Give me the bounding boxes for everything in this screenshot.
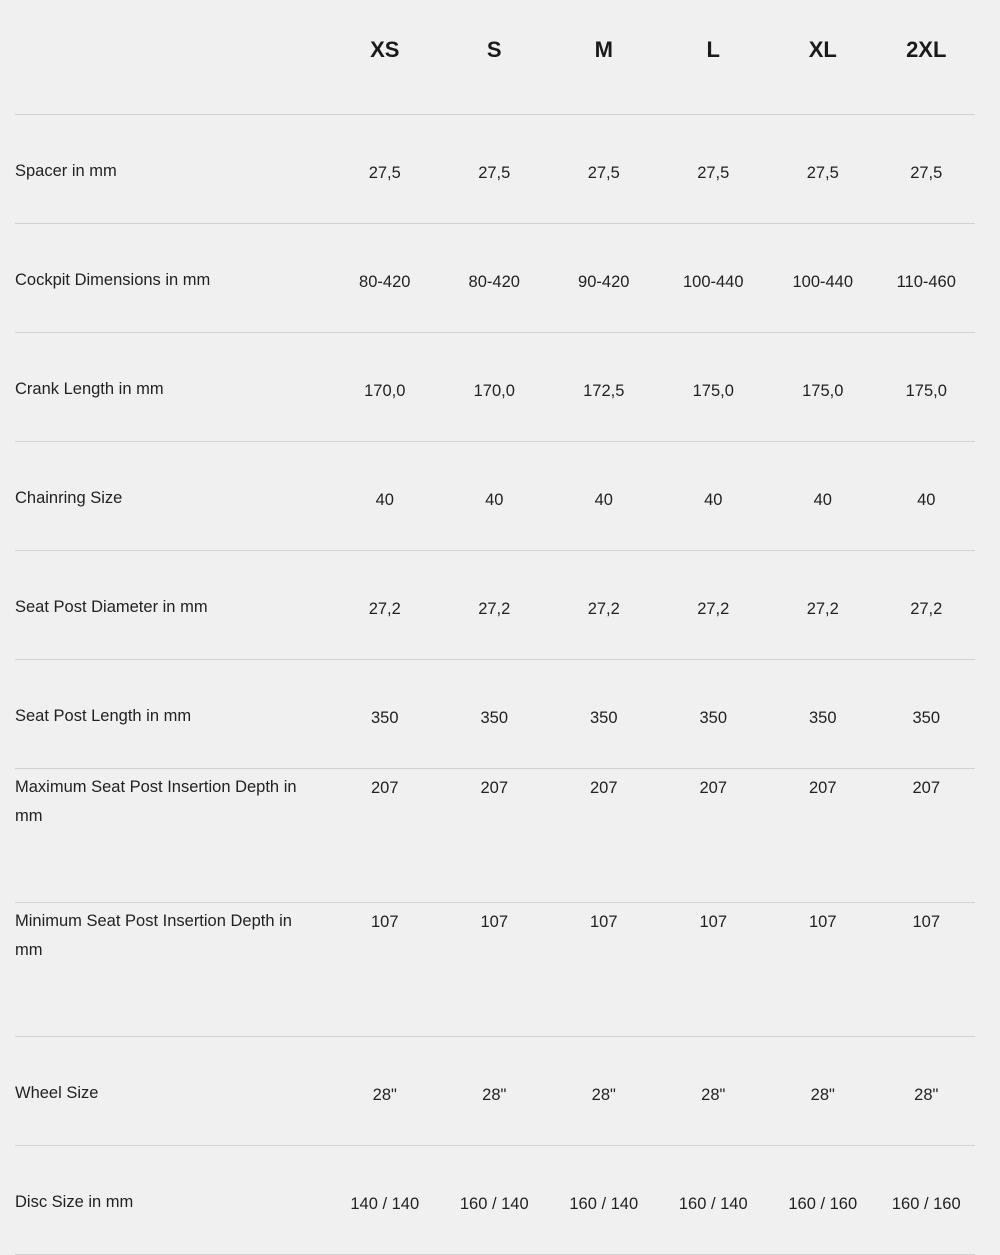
table-cell: 107 [659,902,769,1036]
table-cell: 40 [768,441,878,550]
table-cell: 28" [549,1036,659,1145]
table-cell: 207 [768,768,878,902]
row-label: Chainring Size [15,441,330,550]
table-cell: 27,2 [549,550,659,659]
row-label: Crank Length in mm [15,332,330,441]
table-cell: 172,5 [549,332,659,441]
table-row-crank-length [15,332,975,441]
table-row-seat-post-length [15,659,975,768]
table-cell: 107 [549,902,659,1036]
table-row-max-insertion-depth [15,768,975,902]
size-header-l: L [659,0,769,114]
table-row-wheel-size [15,1036,975,1145]
table-cell: 27,2 [878,550,976,659]
table-row-disc-size [15,1145,975,1254]
size-header-2xl: 2XL [878,0,976,114]
table-cell: 207 [659,768,769,902]
table-cell: 107 [768,902,878,1036]
table-cell: 27,5 [330,114,440,223]
table-cell: 40 [440,441,550,550]
size-header-m: M [549,0,659,114]
table-cell: 90-420 [549,223,659,332]
table-cell: 207 [549,768,659,902]
table-cell: 27,5 [768,114,878,223]
size-header-xl: XL [768,0,878,114]
row-label: Disc Size in mm [15,1145,330,1254]
table-cell: 107 [878,902,976,1036]
table-cell: 40 [549,441,659,550]
table-row-chainring-size [15,441,975,550]
row-label: Seat Post Diameter in mm [15,550,330,659]
size-header-s: S [440,0,550,114]
table-cell: 350 [768,659,878,768]
table-cell: 27,2 [768,550,878,659]
table-cell: 140 / 140 [330,1145,440,1254]
table-row-spacer [15,114,975,223]
table-cell: 27,2 [440,550,550,659]
table-cell: 207 [440,768,550,902]
table-cell: 350 [330,659,440,768]
table-cell: 107 [330,902,440,1036]
table-cell: 28" [440,1036,550,1145]
table-cell: 110-460 [878,223,976,332]
table-cell: 175,0 [768,332,878,441]
table-cell: 27,5 [440,114,550,223]
header-blank-cell [15,0,330,114]
table-cell: 28" [659,1036,769,1145]
table-cell: 27,5 [659,114,769,223]
row-label: Cockpit Dimensions in mm [15,223,330,332]
table-cell: 27,5 [878,114,976,223]
size-header-row [15,0,975,114]
table-row-cockpit-dimensions [15,223,975,332]
size-chart-table [15,0,975,1255]
table-cell: 100-440 [659,223,769,332]
table-cell: 40 [878,441,976,550]
table-cell: 40 [330,441,440,550]
table-cell: 40 [659,441,769,550]
table-cell: 28" [768,1036,878,1145]
table-cell: 160 / 140 [440,1145,550,1254]
row-label: Wheel Size [15,1036,330,1145]
table-cell: 80-420 [440,223,550,332]
table-cell: 350 [659,659,769,768]
table-cell: 350 [878,659,976,768]
row-label: Maximum Seat Post Insertion Depth in mm [15,768,330,902]
table-cell: 160 / 140 [549,1145,659,1254]
table-cell: 28" [878,1036,976,1145]
table-row-min-insertion-depth [15,902,975,1036]
table-cell: 175,0 [659,332,769,441]
row-label: Spacer in mm [15,114,330,223]
table-cell: 27,5 [549,114,659,223]
table-cell: 107 [440,902,550,1036]
table-cell: 160 / 160 [768,1145,878,1254]
table-cell: 28" [330,1036,440,1145]
table-cell: 27,2 [330,550,440,659]
table-cell: 100-440 [768,223,878,332]
table-cell: 207 [878,768,976,902]
table-cell: 80-420 [330,223,440,332]
row-label: Minimum Seat Post Insertion Depth in mm [15,902,330,1036]
table-cell: 160 / 140 [659,1145,769,1254]
row-label: Seat Post Length in mm [15,659,330,768]
table-cell: 27,2 [659,550,769,659]
table-row-seat-post-diameter [15,550,975,659]
table-cell: 350 [549,659,659,768]
table-cell: 350 [440,659,550,768]
table-cell: 170,0 [330,332,440,441]
table-cell: 170,0 [440,332,550,441]
table-cell: 160 / 160 [878,1145,976,1254]
table-cell: 175,0 [878,332,976,441]
size-header-xs: XS [330,0,440,114]
table-cell: 207 [330,768,440,902]
